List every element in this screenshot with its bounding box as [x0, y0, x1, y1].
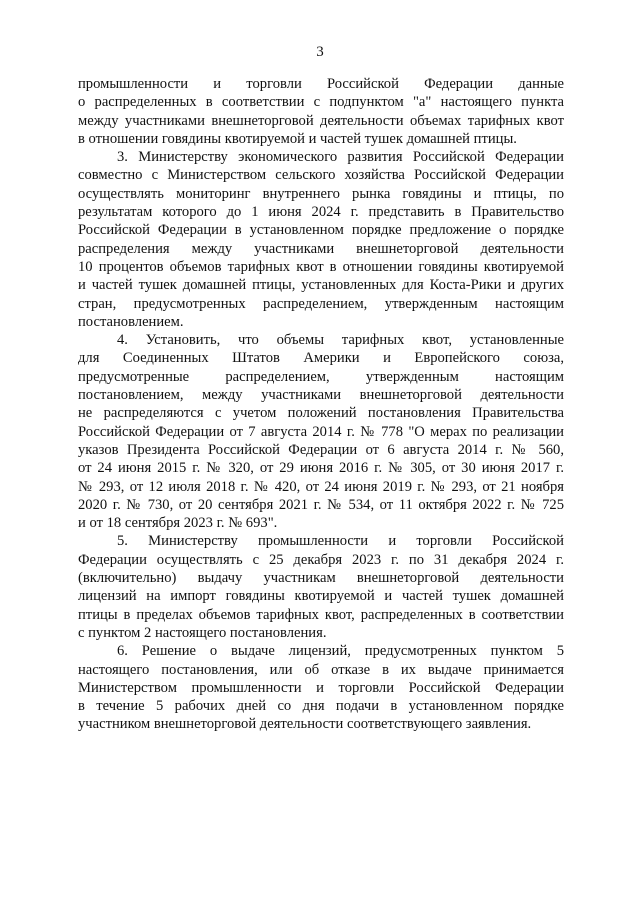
- text-line: № 293, от 12 июля 2018 г. № 420, от 24 июня 2019 г. № 293, от 21 ноября: [78, 478, 564, 495]
- text-line: результатам которого до 1 июня 2024 г. представить в Правительство: [78, 204, 564, 221]
- text-line: лицензий на импорт говядины квотируемой и частей тушек домашней: [78, 588, 564, 605]
- text-line: постановлением.: [78, 313, 184, 330]
- text-line: распределения между участниками внешнеторговой деятельности: [78, 240, 564, 257]
- text-line: для Соединенных Штатов Америки и Европейского союза,: [78, 350, 564, 367]
- text-line: птицы в пределах объемов тарифных квот, распределенных в соответствии: [78, 606, 564, 623]
- text-line: Министерством промышленности и торговли Российской Федерации: [78, 679, 564, 696]
- text-line: о распределенных в соответствии с подпунктом "а" настоящего пункта: [78, 94, 564, 111]
- text-line: настоящего постановления, или об отказе в их выдаче принимается: [78, 661, 564, 678]
- text-line: 2020 г. № 730, от 20 сентября 2021 г. № 534, от 11 октября 2022 г. № 725: [78, 496, 564, 513]
- text-line: 3. Министерству экономического развития Российской Федерации: [117, 149, 564, 166]
- text-line: в течение 5 рабочих дней со дня подачи в установленном порядке: [78, 698, 564, 715]
- paragraph-4: [78, 532, 564, 642]
- text-line: 4. Установить, что объемы тарифных квот, установленные: [117, 332, 564, 349]
- text-line: Российской Федерации в установленном порядке предложение о порядке: [78, 222, 564, 239]
- text-line: Федерации осуществлять с 25 декабря 2023 г. по 31 декабря 2024 г.: [78, 551, 564, 568]
- text-line: и частей тушек домашней птицы, установленных для Коста-Рики и других: [78, 277, 564, 294]
- text-line: от 24 июня 2015 г. № 320, от 29 июня 2016 г. № 305, от 30 июня 2017 г.: [78, 460, 564, 477]
- document-body: [78, 75, 564, 734]
- text-line: участником внешнеторговой деятельности соответствующего заявления.: [78, 716, 532, 733]
- text-line: (включительно) выдачу участникам внешнеторговой деятельности: [78, 570, 564, 587]
- text-line: постановлением, между участниками внешнеторговой деятельности: [78, 387, 564, 404]
- paragraph-2: [78, 148, 564, 331]
- text-line: осуществлять мониторинг внутреннего рынка говядины и птицы, по: [78, 185, 564, 202]
- text-line: стран, предусмотренных распределением, утвержденным настоящим: [78, 295, 564, 312]
- text-line: в отношении говядины квотируемой и частей тушек домашней птицы.: [78, 130, 517, 147]
- text-line: между участниками внешнеторговой деятельности объемах тарифных квот: [78, 112, 564, 129]
- text-line: совместно с Министерством сельского хозяйства Российской Федерации: [78, 167, 564, 184]
- text-line: 5. Министерству промышленности и торговли Российской: [117, 533, 564, 550]
- text-line: предусмотренные распределением, утвержденным настоящим: [78, 368, 564, 385]
- text-line: указов Президента Российской Федерации от 6 августа 2014 г. № 560,: [78, 441, 564, 458]
- text-line: с пунктом 2 настоящего постановления.: [78, 624, 327, 641]
- text-line: Российской Федерации от 7 августа 2014 г. № 778 "О мерах по реализации: [78, 423, 564, 440]
- text-line: и от 18 сентября 2023 г. № 693".: [78, 515, 278, 532]
- paragraph-3: [78, 331, 564, 532]
- text-line: 10 процентов объемов тарифных квот в отношении говядины квотируемой: [78, 258, 564, 275]
- paragraph-1: [78, 75, 564, 148]
- text-line: промышленности и торговли Российской Федерации данные: [78, 76, 564, 92]
- text-line: 6. Решение о выдаче лицензий, предусмотренных пунктом 5: [117, 643, 564, 660]
- page-number: 3: [316, 44, 324, 60]
- text-line: не распределяются с учетом положений постановления Правительства: [78, 405, 564, 422]
- paragraph-5: [78, 642, 564, 733]
